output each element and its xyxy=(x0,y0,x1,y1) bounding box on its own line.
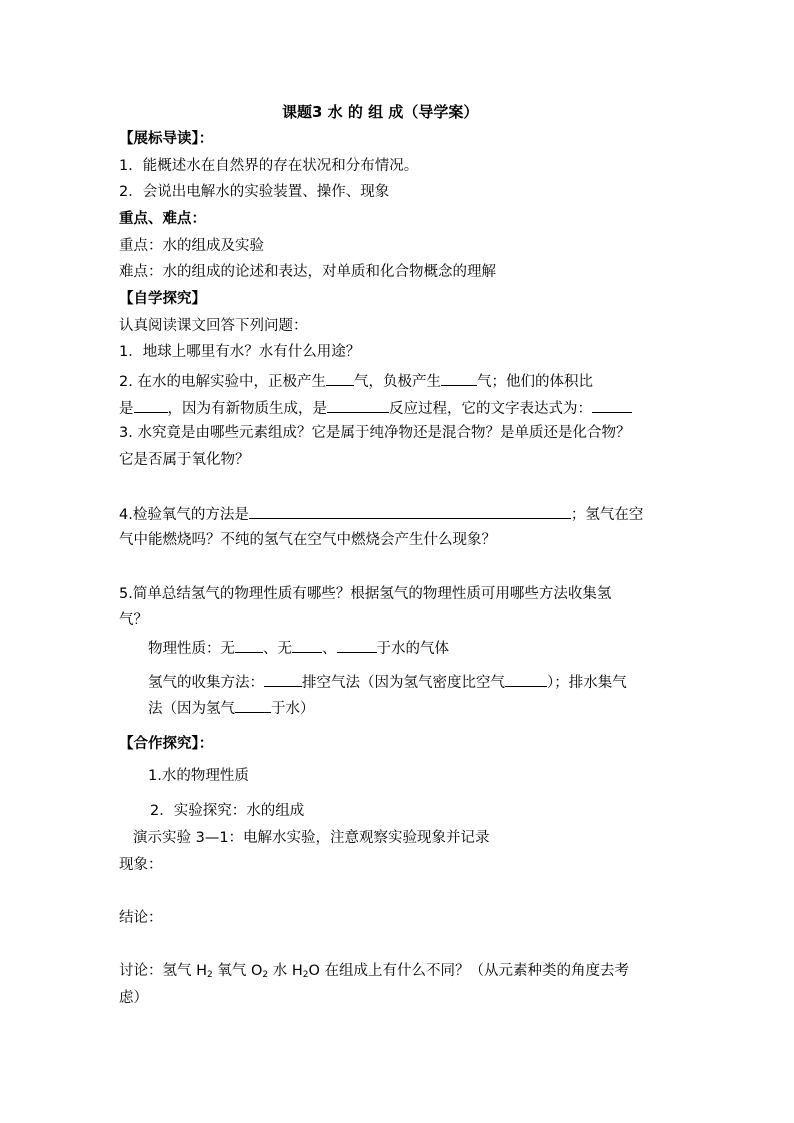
blank-oxygen-test[interactable] xyxy=(249,503,571,519)
key-point-text: 重点：水的组成及实验 xyxy=(119,238,264,254)
blank-negative-gas[interactable] xyxy=(441,370,477,386)
blank-air-method[interactable] xyxy=(264,671,302,687)
blank-solubility[interactable] xyxy=(337,637,377,653)
collection-method-line-1 xyxy=(148,671,627,693)
section-heading-coop: 【合作探究】： xyxy=(119,736,214,752)
q4-text-b: ；氢气在空 xyxy=(570,507,644,523)
question-4-line-1 xyxy=(119,503,643,525)
disc-text-a: 讨论：氢气 H xyxy=(119,963,208,979)
subscript-h2o: 2 xyxy=(302,970,309,980)
disc-text-c: 水 H xyxy=(268,963,303,979)
question-3-line-2: 它是否属于氧化物？ xyxy=(119,452,250,468)
phys-text-c: 、 xyxy=(322,641,337,657)
discussion-line-1 xyxy=(119,961,629,985)
blank-color[interactable] xyxy=(235,637,263,653)
blank-word-equation[interactable] xyxy=(592,397,632,413)
q2-text-a: 2. 在水的电解实验中，正极产生 xyxy=(119,374,326,390)
difficulty-text: 难点：水的组成的论述和表达，对单质和化合物概念的理解 xyxy=(119,264,496,280)
question-5-line-2: 气？ xyxy=(119,612,148,628)
discussion-line-2: 虑） xyxy=(119,990,148,1006)
demo-experiment: 演示实验 3—1：电解水实验，注意观察实验现象并记录 xyxy=(133,830,490,846)
conclusion-label: 结论： xyxy=(119,910,163,926)
collect-text-a: 氢气的收集方法： xyxy=(148,675,264,691)
phys-text-a: 物理性质：无 xyxy=(148,641,235,657)
blank-water-solubility[interactable] xyxy=(235,697,271,713)
self-study-intro: 认真阅读课文回答下列问题： xyxy=(119,318,308,334)
coop-item-2: 2．实验探究：水的组成 xyxy=(150,803,305,819)
blank-positive-gas[interactable] xyxy=(326,370,354,386)
guide-item-2: 2．会说出电解水的实验装置、操作、现象 xyxy=(119,184,390,200)
q2-text-c: 气；他们的体积比 xyxy=(476,374,593,390)
collect-text-c: ）；排水集气 xyxy=(547,675,627,691)
q2-text-f: 反应过程，它的文字表达式为： xyxy=(389,401,592,417)
question-2-line-2 xyxy=(119,397,632,419)
collection-method-line-2 xyxy=(148,697,315,719)
page-title: 课题3 水 的 组 成（导学案） xyxy=(282,103,479,121)
disc-text-b: 氧气 O xyxy=(212,963,263,979)
guide-item-1: 1．能概述水在自然界的存在状况和分布情况。 xyxy=(119,158,419,174)
q4-text-a: 4.检验氧气的方法是 xyxy=(119,507,249,523)
collect-text-e: 于水） xyxy=(271,701,315,717)
question-1: 1．地球上哪里有水？水有什么用途？ xyxy=(119,344,361,360)
q2-text-d: 是 xyxy=(119,401,134,417)
question-2-line-1 xyxy=(119,370,593,392)
question-4-line-2: 气中能燃烧吗？不纯的氢气在空气中燃烧会产生什么现象？ xyxy=(119,532,496,548)
blank-density[interactable] xyxy=(505,671,547,687)
section-heading-self-study: 【自学探究】 xyxy=(119,291,206,307)
phenomenon-label: 现象： xyxy=(119,857,163,873)
phys-text-d: 于水的气体 xyxy=(376,641,449,657)
question-5-line-1: 5.简单总结氢气的物理性质有哪些？根据氢气的物理性质可用哪些方法收集氢 xyxy=(119,586,612,602)
subscript-h2: 2 xyxy=(207,970,213,980)
question-3-line-1: 3. 水究竟是由哪些元素组成？它是属于纯净物还是混合物？是单质还是化合物？ xyxy=(119,425,631,441)
blank-reaction-type[interactable] xyxy=(327,397,389,413)
phys-text-b: 、无 xyxy=(263,641,292,657)
disc-text-d: O 在组成上有什么不同？（从元素种类的角度去考 xyxy=(308,963,630,979)
coop-item-1: 1.水的物理性质 xyxy=(148,768,249,784)
physical-properties-line xyxy=(148,637,449,659)
q2-text-e: ，因为有新物质生成，是 xyxy=(167,401,327,417)
collect-text-d: 法（因为氢气 xyxy=(148,701,235,717)
q2-text-b: 气，负极产生 xyxy=(353,374,441,390)
blank-volume-ratio[interactable] xyxy=(134,397,168,413)
subscript-o2: 2 xyxy=(262,970,269,980)
blank-odor[interactable] xyxy=(292,637,322,653)
key-points-heading: 重点、难点： xyxy=(119,211,206,227)
section-heading-guide: 【展标导读】： xyxy=(119,131,214,147)
collect-text-b: 排空气法（因为氢气密度比空气 xyxy=(302,675,505,691)
